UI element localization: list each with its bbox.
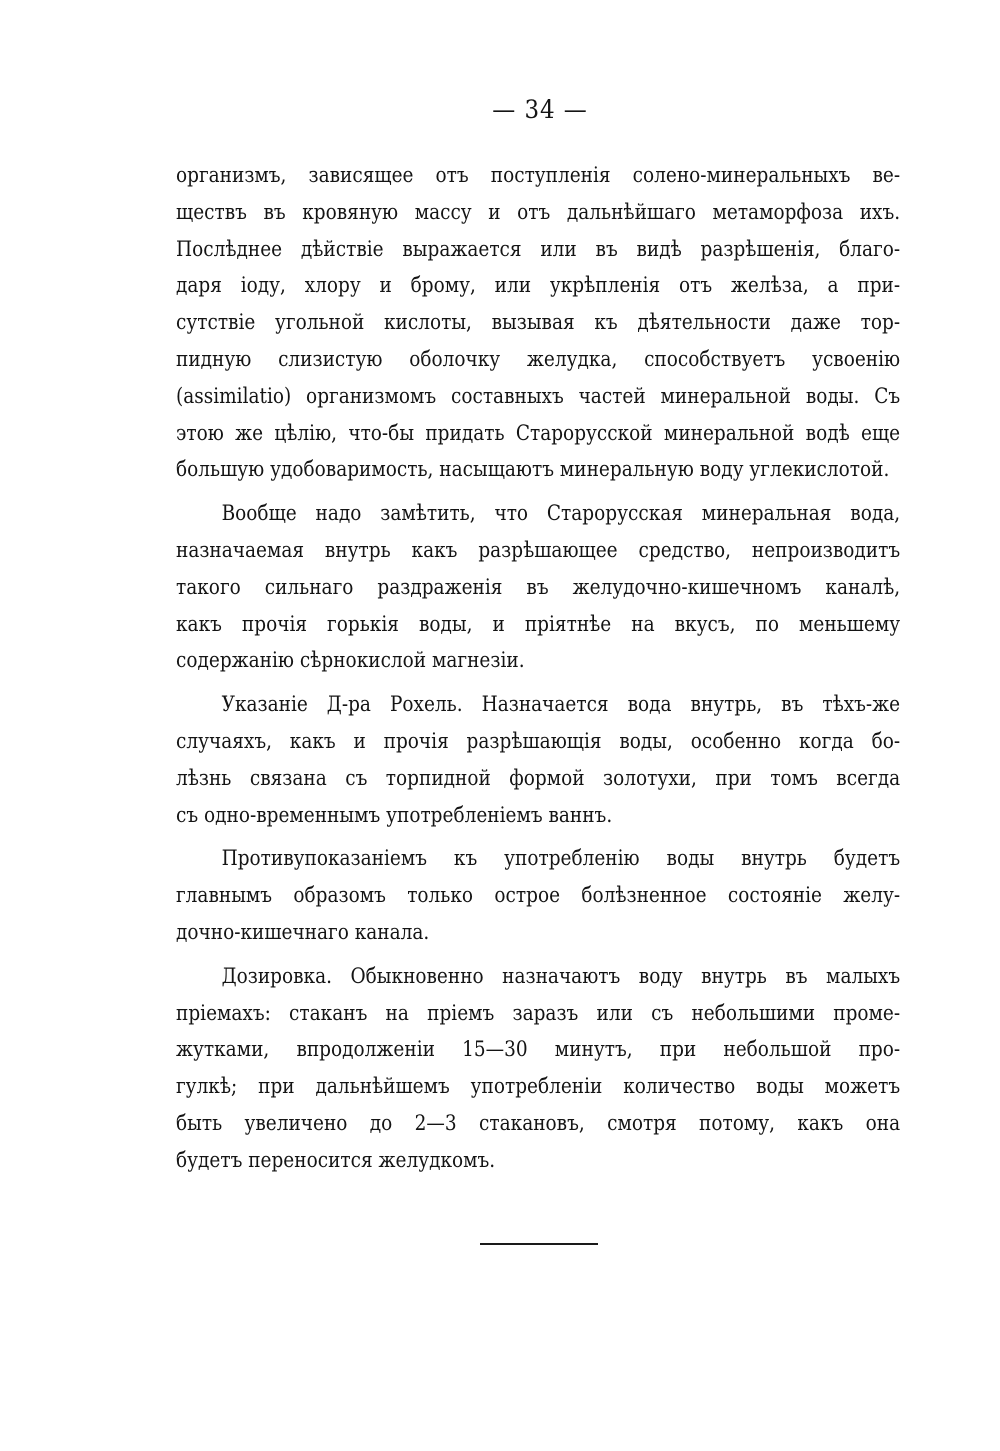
- text-line: Указаніе Д-ра Рохель. Назначается вода внутрь, въ тѣхъ-же: [221, 692, 901, 718]
- paragraph: [176, 158, 900, 489]
- text-line: пидную слизистую оболочку желудка, способствуетъ усвоенію: [176, 346, 901, 372]
- paragraph: [176, 687, 900, 834]
- paragraph-gap: [176, 952, 900, 959]
- text-line: ществъ въ кровяную массу и отъ дальнѣйшаго метаморфоза ихъ.: [176, 199, 901, 225]
- text-line: съ одно-временнымъ употребленіемъ ваннъ.: [176, 802, 613, 828]
- body-text: [176, 158, 900, 1180]
- text-line: Дозировка. Обыкновенно назначаютъ воду внутрь въ малыхъ: [221, 963, 901, 989]
- text-line: назначаемая внутрь какъ разрѣшающее средство, непроизводитъ: [176, 537, 901, 563]
- text-line: Противупоказаніемъ къ употребленію воды внутрь будетъ: [221, 846, 901, 872]
- text-line: быть увеличено до 2—3 стакановъ, смотря потому, какъ она: [176, 1110, 901, 1136]
- page-number: — 34 —: [492, 95, 588, 124]
- text-line: (assimilatio) организмомъ составныхъ частей минеральной воды. Съ: [176, 383, 901, 409]
- text-line: дочно-кишечнаго канала.: [176, 919, 430, 945]
- text-line: большую удобоваримость, насыщаютъ минеральную воду углекислотой.: [176, 457, 890, 483]
- paragraph-gap: [176, 680, 900, 687]
- end-rule: [480, 1243, 598, 1245]
- text-line: такого сильнаго раздраженія въ желудочно-кишечномъ каналѣ,: [176, 574, 901, 600]
- text-line: Послѣднее дѣйствіе выражается или въ видѣ разрѣшенія, благо-: [176, 236, 901, 262]
- text-line: даря іоду, хлору и брому, или укрѣпленія отъ желѣза, а при-: [176, 273, 901, 299]
- text-line: жутками, впродолженіи 15—30 минутъ, при небольшой про-: [176, 1037, 901, 1063]
- paragraph-gap: [176, 489, 900, 496]
- text-line: случаяхъ, какъ и прочія разрѣшающія воды, особенно когда бо-: [176, 728, 901, 754]
- text-line: содержанію сѣрнокислой магнезіи.: [176, 648, 525, 674]
- text-line: лѣзнь связана съ торпидной формой золотухи, при томъ всегда: [176, 765, 901, 791]
- text-line: будетъ переносится желудкомъ.: [176, 1147, 496, 1173]
- text-line: какъ прочія горькія воды, и пріятнѣе на вкусъ, по меньшему: [176, 611, 901, 637]
- text-line: главнымъ образомъ только острое болѣзненное состояніе желу-: [176, 883, 901, 909]
- paragraph-gap: [176, 834, 900, 841]
- text-line: сутствіе угольной кислоты, вызывая къ дѣятельности даже тор-: [176, 310, 901, 336]
- text-line: организмъ, зависящее отъ поступленія солено-минеральныхъ ве-: [176, 163, 901, 188]
- paragraph: [176, 496, 900, 680]
- paragraph: [176, 841, 900, 951]
- text-line: этою же цѣлію, что-бы придать Старорусской минеральной водѣ еще: [176, 420, 901, 446]
- text-line: Вообще надо замѣтить, что Старорусская минеральная вода,: [221, 501, 901, 527]
- paragraph: [176, 959, 900, 1180]
- text-line: пріемахъ: стаканъ на пріемъ заразъ или съ небольшими проме-: [176, 1000, 901, 1026]
- text-line: гулкѣ; при дальнѣйшемъ употребленіи количество воды можетъ: [176, 1074, 901, 1100]
